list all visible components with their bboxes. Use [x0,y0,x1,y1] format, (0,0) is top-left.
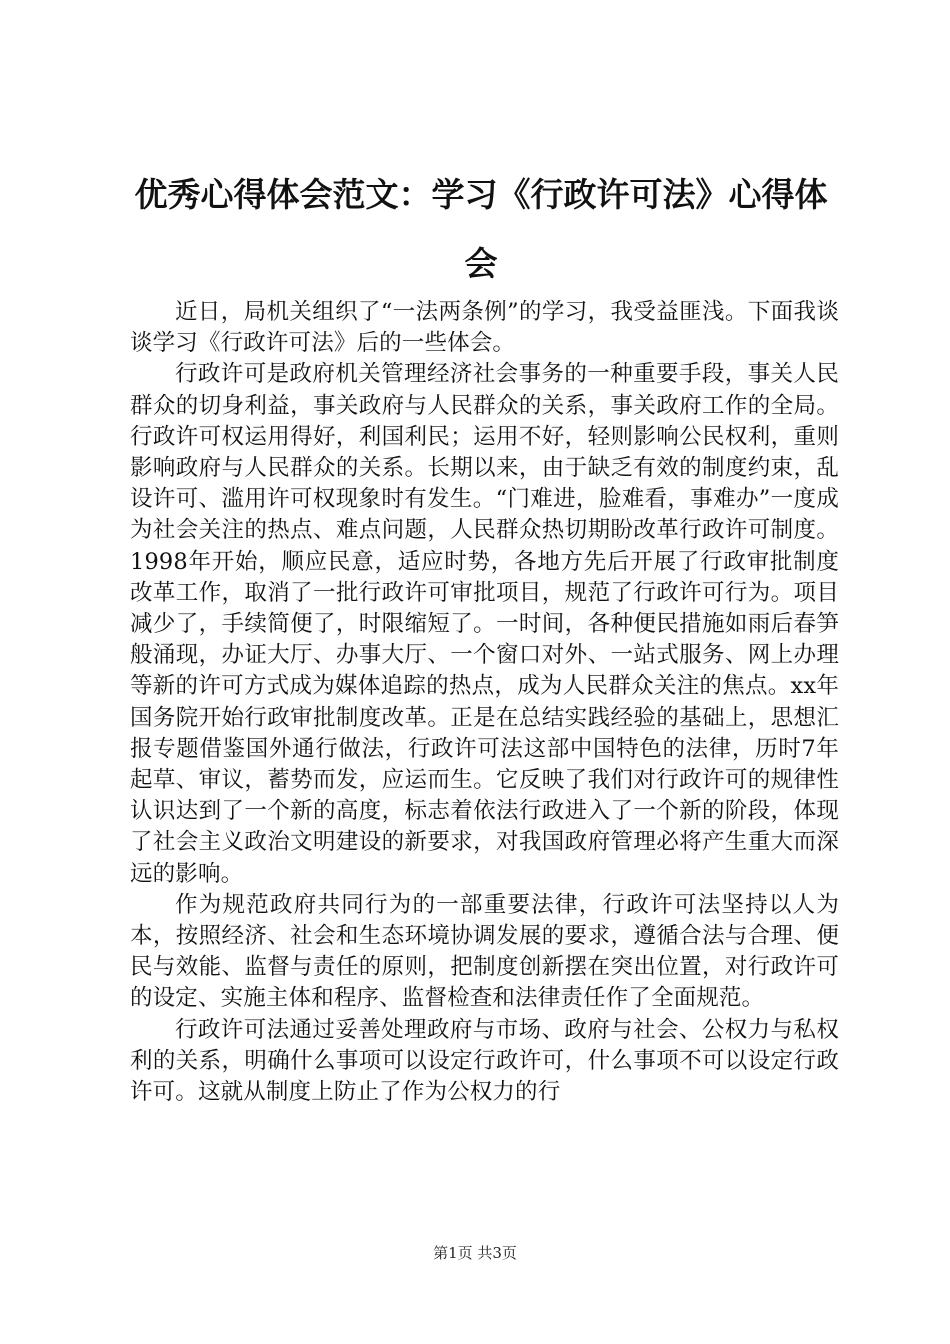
paragraph: 行政许可法通过妥善处理政府与市场、政府与社会、公权力与私权利的关系，明确什么事项可以设定行政许可，什么事项不可以设定行政许可。这就从制度上防止了作为公权力的行 [130,1016,839,1106]
page-number-footer: 第1页 共3页 [433,1244,517,1262]
document-body [130,297,839,1108]
document-title: 优秀心得体会范文：学习《行政许可法》心得体会 [134,175,828,283]
paragraph: 作为规范政府共同行为的一部重要法律，行政许可法坚持以人为本，按照经济、社会和生态环境协调发展的要求，遵循合法与合理、便民与效能、监督与责任的原则，把制度创新摆在突出位置，对行政许可的设定、实施主体和程序、监督检查和法律责任作了全面规范。 [130,891,839,1012]
paragraph: 近日，局机关组织了“一法两条例”的学习，我受益匪浅。下面我谈谈学习《行政许可法》后的一些体会。 [130,299,839,357]
paragraph: 行政许可是政府机关管理经济社会事务的一种重要手段，事关人民群众的切身利益，事关政府与人民群众的关系，事关政府工作的全局。行政许可权运用得好，利国利民；运用不好，轻则影响公民权利，重则影响政府与人民群众的关系。长期以来，由于缺乏有效的制度约束，乱设许可、滥用许可权现象时有发生。“门难进，脸难看，事难办”一度成为社会关注的热点、难点问题，人民群众热切期盼改革行政许可制度。1998年开始，顺应民意，适应时势，各地方先后开展了行政审批制度改革工作，取消了一批行政许可审批项目，规范了行政许可行为。项目减少了，手续简便了，时限缩短了。一时间，各种便民措施如雨后春笋般涌现，办证大厅、办事大厅、一个窗口对外、一站式服务、网上办理等新的许可方式成为媒体追踪的热点，成为人民群众关注的焦点。xx年国务院开始行政审批制度改革。正是在总结实践经验的基础上，思想汇报专题借鉴国外通行做法，行政许可法这部中国特色的法律，历时7年起草、审议，蓄势而发，应运而生。它反映了我们对行政许可的规律性认识达到了一个新的高度，标志着依法行政进入了一个新的阶段，体现了社会主义政治文明建设的新要求，对我国政府管理必将产生重大而深远的影响。 [130,361,839,887]
